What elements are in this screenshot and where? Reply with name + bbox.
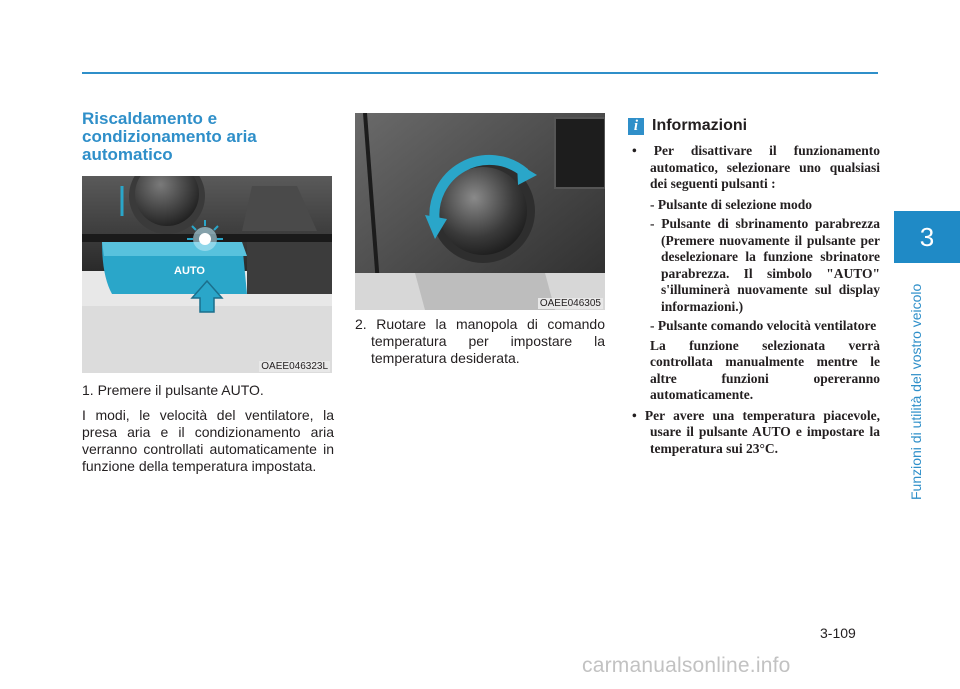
column-info xyxy=(628,113,880,461)
auto-button-label: AUTO xyxy=(174,265,205,277)
figure-code: OAEE046323L xyxy=(261,361,328,372)
figure-code: OAEE046305 xyxy=(539,298,601,309)
info-title: Informazioni xyxy=(652,117,748,134)
section-title: Riscaldamento e condizionamento aria automatico xyxy=(82,109,257,164)
auto-button-illustration xyxy=(82,176,332,373)
watermark: carmanualsonline.info xyxy=(582,654,791,677)
info-note: La funzione selezionata verrà controllata manualmente mentre le altre funzioni opereranno automaticamente. xyxy=(650,337,880,402)
header-rule xyxy=(82,72,878,74)
info-item-defrost: - Pulsante di sbrinamento parabrezza (Premere nuovamente il pulsante per deselezionare la funzione sbrinatore parabrezza. Il simbolo "AUTO" s'illuminerà nuovamente sul display informazioni.) xyxy=(650,216,880,314)
auto-description: I modi, le velocità del ventilatore, la presa aria e il condizionamento aria verranno controllati automaticamente in funzione della temperatura impostata. xyxy=(82,407,334,474)
info-icon: i xyxy=(628,118,644,135)
temperature-knob-illustration xyxy=(355,113,605,310)
step-1: 1. Premere il pulsante AUTO. xyxy=(82,382,264,398)
column-left xyxy=(82,110,334,483)
info-bullet-2: • Per avere una temperatura piacevole, usare il pulsante AUTO e impostare la temperatura sui 23°C. xyxy=(632,407,880,456)
info-item-fan: - Pulsante comando velocità ventilatore xyxy=(650,318,877,333)
temperature-knob-figure xyxy=(355,113,605,310)
chapter-title: Funzioni di utilità del vostro veicolo xyxy=(908,283,924,500)
info-item-mode: - Pulsante di selezione modo xyxy=(650,196,812,212)
info-header xyxy=(628,117,880,135)
page-number: 3-109 xyxy=(820,625,856,641)
column-middle xyxy=(355,113,605,367)
step-2: 2. Ruotare la manopola di comando temperatura per impostare la temperatura desiderata. xyxy=(355,316,605,366)
chapter-tab: 3 xyxy=(894,211,960,263)
auto-button-figure xyxy=(82,176,332,373)
info-bullet-1: • Per disattivare il funzionamento automatico, selezionare uno qualsiasi dei seguenti pulsanti : xyxy=(632,143,880,191)
